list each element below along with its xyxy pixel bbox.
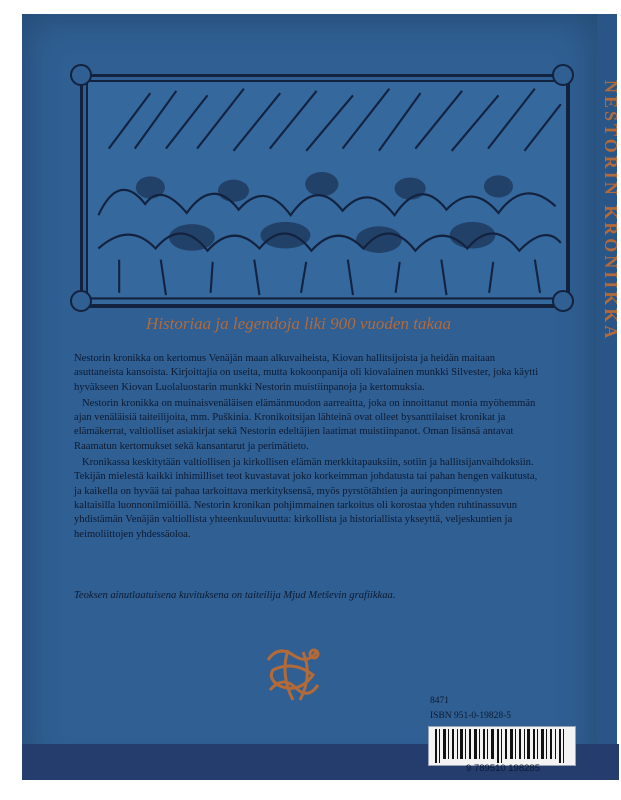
product-code: 8471 [430,696,449,706]
barcode-icon [429,727,573,763]
cavalry-illustration [86,80,568,306]
frame-corner-ornament-icon [552,64,574,86]
frame-corner-ornament-icon [552,290,574,312]
blurb-paragraph: Kronikassa keskitytään valtiollisen ja kirkollisen elämän merkkitapauksiin, sotiin ja hallitsijanvaihdoksiin. Tekijän mielestä kaikki inhimilliset teot kuvastavat joko korkeimman johdatusta tai pahan hengen vaikutusta, ja kaikella on hyvää tai pahaa tarkoittava merkityksensä, myös pyrstötähtien ja auringonpimennysten kaltaisilla luonnonilmiöillä. Nestorin kronikan pohjimmainen tarkoitus oli korostaa yhden ruhtinassuvun yhdistämän Venäjän valtiollista yhteenkuuluvuutta: kirkollista ja historiallista ykseyttä, veljeskuntien ja heimoliittojen yhdessäoloa. [74,457,538,540]
cavalry-engraving-icon [88,82,566,304]
barcode-digits: 9 789510 198285 [466,763,540,774]
back-cover-subtitle: Historiaa ja legendoja liki 900 vuoden takaa [145,314,451,333]
blurb-paragraph: Nestorin kronikka on muinaisvenäläisen elämänmuodon aarreaitta, joka on innoittanut monia myöhemmän ajan venäläisiä taiteilijoita, mm. Puškinia. Kronikoitsijan lähteinä ovat olleet bysanttilaiset kronikat ja elämäkerrat, valtiolliset asiakirjat sekä Nestorin edeltäjien laatimat muistiinpanot. Oman lisänsä antavat Raamatun kertomukset sekä kansantarut ja perimätieto. [74,397,536,452]
cover-illustration-frame [80,74,570,308]
spine-title: NESTORIN KRONIIKKA [601,80,621,342]
blurb-paragraph: Nestorin kronikka on kertomus Venäjän maan alkuvaiheista, Kiovan hallitsijoista ja heidän maitaan asuttaneista kansoista. Kirjoittajia on useita, mutta kokoonpanija oli kiovalainen munkki Silvester, joka käytti hyväkseen Kiovan Luolaluostarin munkki Nestorin muistiinpanoja ja kertomuksia. [74,353,539,393]
illustration-credit: Teoksen ainutlaatuisena kuvituksena on taiteilija Mjud Metševin grafiikkaa. [74,590,396,601]
barcode [428,726,576,766]
knotwork-beast-icon [258,640,328,710]
isbn-number: ISBN 951-0-19828-5 [430,711,512,721]
frame-corner-ornament-icon [70,64,92,86]
frame-corner-ornament-icon [70,290,92,312]
blurb-text [74,352,546,544]
